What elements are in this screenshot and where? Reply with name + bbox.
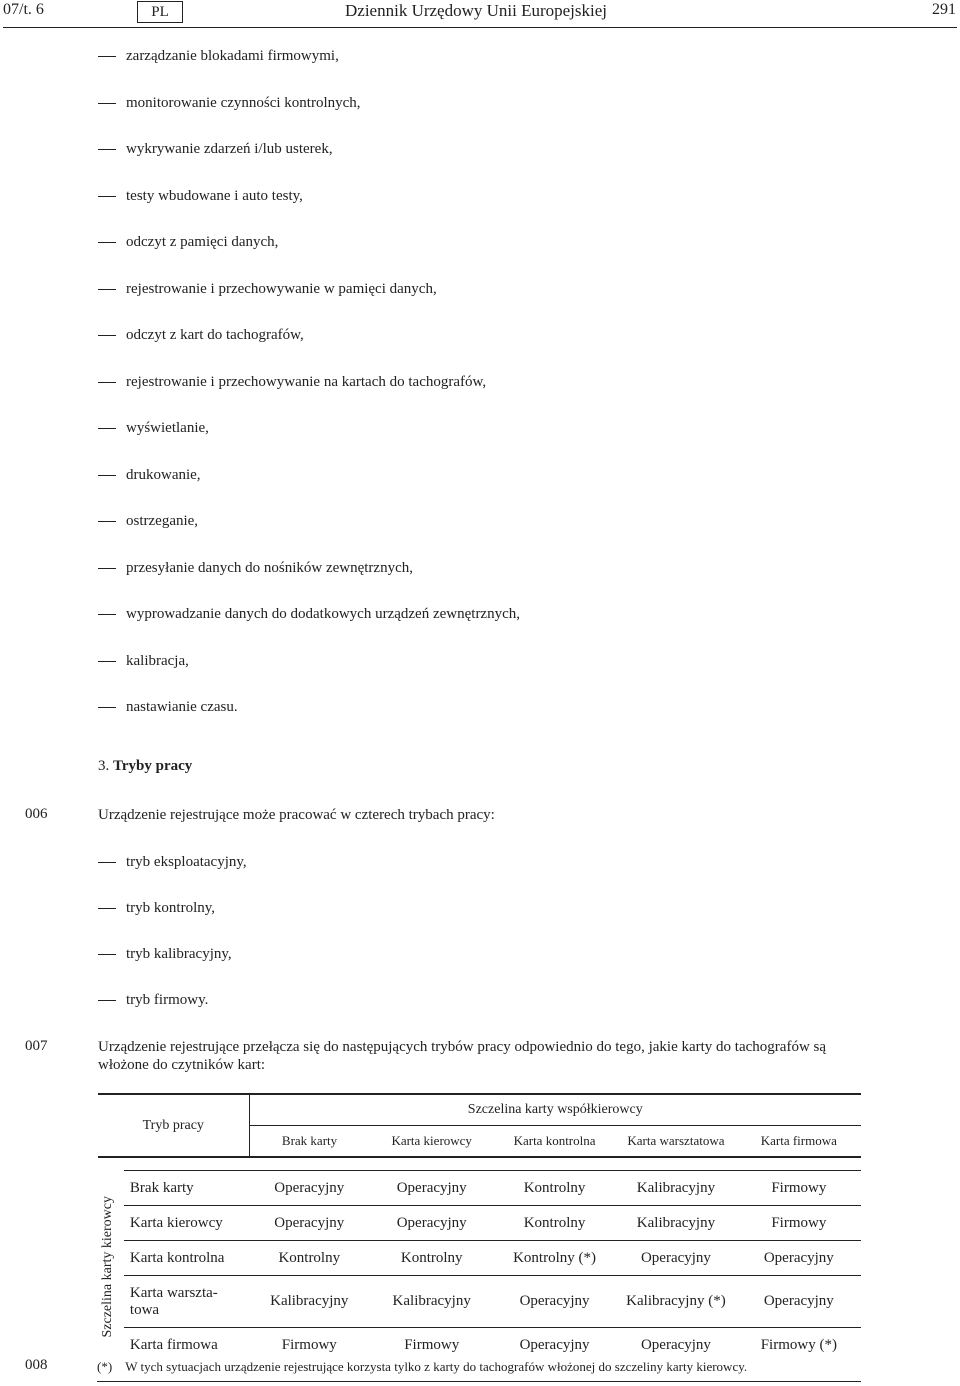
table-cell: Operacyjny (737, 1241, 861, 1276)
footnote-marker: (*) (97, 1359, 113, 1374)
list-item-text: tryb firmowy. (126, 992, 209, 1008)
list-item (98, 898, 215, 918)
list-item-text: nastawianie czasu. (126, 699, 238, 715)
list-item (98, 604, 520, 624)
table-row (98, 1328, 861, 1363)
list-item-text: rejestrowanie i przechowywanie na kartach do tachografów, (126, 373, 487, 390)
table-cell: Operacyjny (615, 1328, 736, 1363)
list-item (98, 325, 304, 345)
row-group-label: Szczelina karty kierowcy (100, 1195, 115, 1338)
row-label: Brak karty (124, 1171, 249, 1206)
table-cell: Kontrolny (370, 1241, 494, 1276)
table-row (98, 1171, 861, 1206)
table-cell: Kalibracyjny (370, 1276, 494, 1328)
list-item-text: kalibracja, (126, 652, 189, 669)
table-row (98, 1206, 861, 1241)
list-item-text: wyprowadzanie danych do dodatkowych urządzeń zewnętrznych, (126, 606, 520, 622)
dash-bullet (98, 382, 116, 383)
list-item-text: zarządzanie blokadami firmowymi, (126, 48, 339, 64)
list-item (98, 186, 303, 206)
page-reference: 07/t. 6 (3, 1, 44, 18)
list-item (98, 46, 339, 66)
table-cell: Firmowy (737, 1206, 861, 1241)
table-cell: Firmowy (*) (737, 1328, 861, 1363)
col-group-header: Szczelina karty współkierowcy (249, 1094, 861, 1126)
requirement-ref-007: 007 (25, 1038, 48, 1054)
row-label: Karta kierowcy (124, 1206, 249, 1241)
list-item-text: przesyłanie danych do nośników zewnętrznych, (126, 559, 413, 576)
list-item (98, 139, 333, 159)
list-item (98, 990, 208, 1010)
list-item-text: tryb eksploatacyjny, (126, 854, 247, 870)
dash-bullet (98, 908, 116, 909)
list-item-text: rejestrowanie i przechowywanie w pamięci danych, (126, 280, 437, 297)
row-label: Karta firmowa (124, 1328, 249, 1363)
table-cell: Kalibracyjny (615, 1206, 736, 1241)
language-badge: PL (137, 1, 183, 23)
page-number: 291 (932, 1, 956, 18)
table-cell: Kalibracyjny (615, 1171, 736, 1206)
table-cell: Kontrolny (249, 1241, 369, 1276)
footer-rule (97, 1381, 861, 1382)
requirement-007-text: Urządzenie rejestrujące przełącza się do następujących trybów pracy odpowiednio do tego, jakie karty do tachografów są włożone do czytników kart: (98, 1039, 827, 1073)
table-row (98, 1241, 861, 1276)
list-item (98, 279, 437, 299)
table-cell: Firmowy (370, 1328, 494, 1363)
list-item (98, 852, 247, 872)
dash-bullet (98, 707, 116, 708)
list-item (98, 558, 413, 578)
section-heading (98, 758, 192, 775)
list-item-text: wyświetlanie, (126, 420, 209, 436)
page-header (0, 0, 960, 28)
dash-bullet (98, 862, 116, 863)
table-cell: Kontrolny (494, 1171, 615, 1206)
list-item-text: ostrzeganie, (126, 513, 199, 529)
table-cell: Firmowy (249, 1328, 369, 1363)
dash-bullet (98, 1000, 116, 1001)
table-cell: Operacyjny (494, 1276, 615, 1328)
dash-bullet (98, 568, 116, 569)
dash-bullet (98, 289, 116, 290)
section-number: 3. (98, 758, 110, 774)
table-cell: Kontrolny (494, 1206, 615, 1241)
table-corner: Tryb pracy (98, 1094, 249, 1157)
table-cell: Operacyjny (370, 1206, 494, 1241)
table-cell: Operacyjny (494, 1328, 615, 1363)
list-item (98, 944, 232, 964)
list-item-text: odczyt z pamięci danych, (126, 234, 279, 250)
list-item (98, 372, 486, 392)
column-header: Karta warsztatowa (615, 1126, 736, 1158)
list-item-text: testy wbudowane i auto testy, (126, 187, 303, 204)
list-item-text: tryb kontrolny, (126, 900, 216, 916)
operation-modes-table (98, 1093, 861, 1363)
list-item-text: odczyt z kart do tachografów, (126, 327, 304, 343)
dash-bullet (98, 661, 116, 662)
dash-bullet (98, 149, 116, 150)
header-rule (3, 27, 957, 28)
dash-bullet (98, 614, 116, 615)
table-cell: Operacyjny (249, 1171, 369, 1206)
list-item (98, 651, 189, 671)
list-item-text: drukowanie, (126, 466, 201, 483)
column-header: Brak karty (249, 1126, 369, 1158)
list-item (98, 418, 209, 438)
requirement-ref-006: 006 (25, 806, 48, 822)
list-item (98, 93, 361, 113)
dash-bullet (98, 954, 116, 955)
dash-bullet (98, 335, 116, 336)
table-cell: Operacyjny (615, 1241, 736, 1276)
dash-bullet (98, 103, 116, 104)
table-cell: Operacyjny (249, 1206, 369, 1241)
dash-bullet (98, 475, 116, 476)
table-cell: Kalibracyjny (249, 1276, 369, 1328)
list-item (98, 511, 198, 531)
table-body (98, 1171, 861, 1363)
footnote (97, 1359, 747, 1375)
column-header: Karta kierowcy (370, 1126, 494, 1158)
journal-title: Dziennik Urzędowy Unii Europejskiej (345, 1, 608, 20)
dash-bullet (98, 428, 116, 429)
dash-bullet (98, 521, 116, 522)
dash-bullet (98, 242, 116, 243)
row-label: Karta warszta- towa (124, 1276, 249, 1328)
table-cell: Operacyjny (370, 1171, 494, 1206)
row-label: Karta kontrolna (124, 1241, 249, 1276)
table-cell: Firmowy (737, 1171, 861, 1206)
section-title: Tryby pracy (113, 758, 193, 774)
row-group-header (98, 1171, 124, 1363)
list-item (98, 697, 238, 717)
column-header: Karta kontrolna (494, 1126, 615, 1158)
table-cell: Operacyjny (737, 1276, 861, 1328)
list-item (98, 465, 201, 485)
table-divider (98, 1157, 861, 1171)
dash-bullet (98, 56, 116, 57)
requirement-ref-008: 008 (25, 1357, 48, 1373)
list-item-text: wykrywanie zdarzeń i/lub usterek, (126, 141, 333, 157)
table-cell: Kontrolny (*) (494, 1241, 615, 1276)
list-item-text: tryb kalibracyjny, (126, 946, 232, 962)
list-item-text: monitorowanie czynności kontrolnych, (126, 94, 361, 111)
list-item (98, 232, 278, 252)
table-cell: Kalibracyjny (*) (615, 1276, 736, 1328)
requirement-006-text: Urządzenie rejestrujące może pracować w czterech trybach pracy: (98, 807, 495, 823)
table-row (98, 1276, 861, 1328)
dash-bullet (98, 196, 116, 197)
footnote-text: W tych sytuacjach urządzenie rejestrujące korzysta tylko z karty do tachografów włożonej do szczeliny karty kierowcy. (125, 1359, 748, 1374)
column-header: Karta firmowa (737, 1126, 861, 1158)
